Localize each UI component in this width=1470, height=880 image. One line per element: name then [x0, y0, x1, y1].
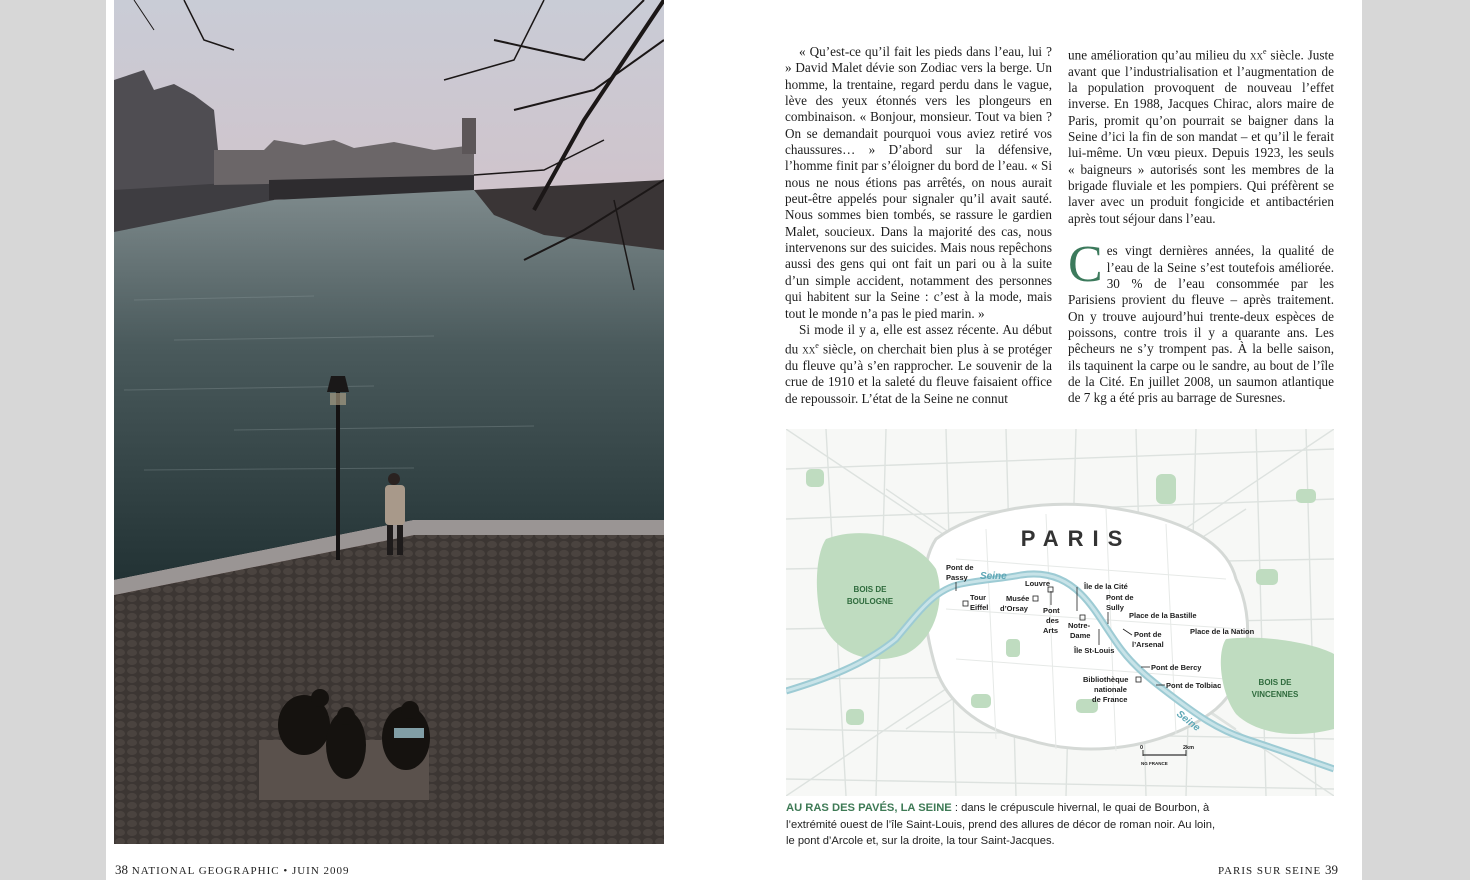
- seine-dusk-photo: [114, 0, 664, 844]
- musee-orsay-label: d’Orsay: [1000, 604, 1028, 613]
- louvre-label: Louvre: [1025, 579, 1051, 588]
- bois-de-boulogne-label: BOIS DE: [853, 585, 887, 594]
- bibliotheque-label: nationale: [1094, 685, 1127, 694]
- musee-orsay-label: Musée: [1006, 594, 1030, 603]
- right-folio: [1218, 862, 1338, 878]
- article-column-2: [1068, 44, 1334, 407]
- left-folio-text: NATIONAL GEOGRAPHIC • JUIN 2009: [131, 865, 350, 877]
- pont-de-passy-label: Passy: [946, 573, 968, 582]
- tour-eiffel-label: Eiffel: [970, 603, 989, 612]
- ile-st-louis-label: Île St-Louis: [1074, 646, 1115, 655]
- paragraph: Ces vingt dernières années, la qualité de l’eau de la Seine s’est toutefois améliorée. 30 % de l’eau consommée par les Parisiens provient du fleuve – après traitement. On y trouve aujourd’hui trente-deux espèces de poissons, contre trois il y a quarante ans. Les pêcheurs ne s’y trompent pas. À la belle saison, ils taquinent la carpe ou le sandre, au bout de l’île de la Cité. En juillet 2008, un saumon atlantique de 7 kg a été pris au barrage de Suresnes.: [1068, 236, 1334, 406]
- bois-de-boulogne-label: BOULOGNE: [846, 597, 894, 606]
- right-folio-text: PARIS SUR SEINE: [1218, 865, 1322, 877]
- tour-eiffel-label: Tour: [970, 593, 987, 602]
- paragraph: une amélioration qu’au milieu du $xx^e$ siècle. Juste avant que l’industrialisation et l’augmentation de la population provoquent de nouveau l’effet inverse. En 1988, Jacques Chirac, alors maire de Paris, promit qu’on pourrait se baigner dans la Seine d’ici la fin de son mandat – et qu’il le ferait lui-même. Un vœu pieux. Depuis 1923, les seuls « baigneurs » autorisés sont les membres de la brigade fluviale et les pompiers. Qui préfèrent se laver avec un produit fongicide et antibactérien après tout séjour dans l’eau.: [1068, 47, 1334, 226]
- caption-text: : dans le crépuscule hivernal, le quai de Bourbon, à l’extrémité ouest de l’île Saint-Louis, prend des allures de décor de roman noir. Au loin, le pont d’Arcole et, sur la droite, la tour Saint-Jacques.: [786, 802, 1216, 847]
- pont-de-sully-label: Pont de: [1106, 593, 1134, 602]
- pont-de-l-arsenal-label: l’Arsenal: [1132, 640, 1164, 649]
- place-de-la-bastille-label: Place de la Bastille: [1129, 611, 1197, 620]
- map-title: PARIS: [1020, 526, 1132, 551]
- lamp-post: [336, 390, 340, 560]
- drop-cap: C: [1068, 236, 1103, 294]
- notre-dame-label: Dame: [1070, 631, 1091, 640]
- article-column-1: [785, 44, 1052, 407]
- tour-saint-jacques: [462, 118, 476, 154]
- bois-de-vincennes-label: BOIS DE: [1258, 678, 1292, 687]
- pont-des-arts-label: Pont: [1043, 606, 1060, 615]
- scale-label: 0: [1140, 745, 1144, 751]
- ile-de-la-cite-label: Île de la Cité: [1084, 582, 1128, 591]
- pont-de-bercy-label: Pont de Bercy: [1151, 663, 1202, 672]
- pont-des-arts-label: des: [1046, 616, 1059, 625]
- map-credit: NG FRANCE: [1141, 761, 1168, 766]
- left-folio: [115, 862, 350, 878]
- pont-de-tolbiac-label: Pont de Tolbiac: [1166, 681, 1222, 690]
- river-label: Seine: [980, 571, 1007, 582]
- river-label: Seine: [1174, 708, 1202, 734]
- bois-de-vincennes-label: VINCENNES: [1251, 690, 1299, 699]
- left-page-number: 38: [115, 862, 128, 877]
- right-page-number: 39: [1324, 862, 1338, 877]
- pont-de-l-arsenal-label: Pont de: [1134, 630, 1162, 639]
- pont-des-arts-label: Arts: [1043, 626, 1059, 635]
- scale-bar: [1140, 745, 1194, 766]
- place-de-la-nation-label: Place de la Nation: [1190, 627, 1255, 636]
- pont-de-sully-label: Sully: [1106, 603, 1124, 612]
- paragraph: « Qu’est-ce qu’il fait les pieds dans l’eau, lui ? » David Malet dévie son Zodiac vers la berge. Un homme, la trentaine, regard perdu dans le vague, lève des yeux étonnés vers les plongeurs en combinaison. « Bonjour, monsieur. Tout va bien ? On se demandait pourquoi vous aviez retiré vos chaussures… » D’abord sur la défensive, l’homme finit par s’éloigner du bord de l’eau. « Si nous ne nous étions pas arrêtés, on nous aurait peut-être appelés pour signaler qu’il avait sauté. Nous sommes bien tombés, se rassure le gardien Malet, soucieux. Dans la majorité des cas, nous intervenons sur des suicides. Mais nous repêchons aussi des gens qui ont fait un pari ou à la suite d’un simple accident, notamment des personnes qui habitent sur la Seine : c’est à la mode, mais tout le monde n’a pas le pied marin. »: [785, 44, 1052, 321]
- photo-caption: [786, 800, 1226, 850]
- notre-dame-label: Notre-: [1068, 621, 1091, 630]
- paragraph: Si mode il y a, elle est assez récente. Au début du $xx^e$ siècle, on cherchait bien plus à se protéger du fleuve qu’à s’en rapprocher. Le souvenir de la crue de 1910 et la saleté du fleuve faisaient office de repoussoir. L’état de la Seine ne connut: [785, 321, 1052, 406]
- paris-seine-map: [786, 429, 1334, 796]
- bibliotheque-label: Bibliothèque: [1083, 675, 1129, 684]
- pont-de-passy-label: Pont de: [946, 563, 974, 572]
- scale-label: 2km: [1183, 745, 1195, 751]
- caption-lead: AU RAS DES PAVÉS, LA SEINE: [786, 802, 952, 814]
- bibliotheque-label: de France: [1092, 695, 1128, 704]
